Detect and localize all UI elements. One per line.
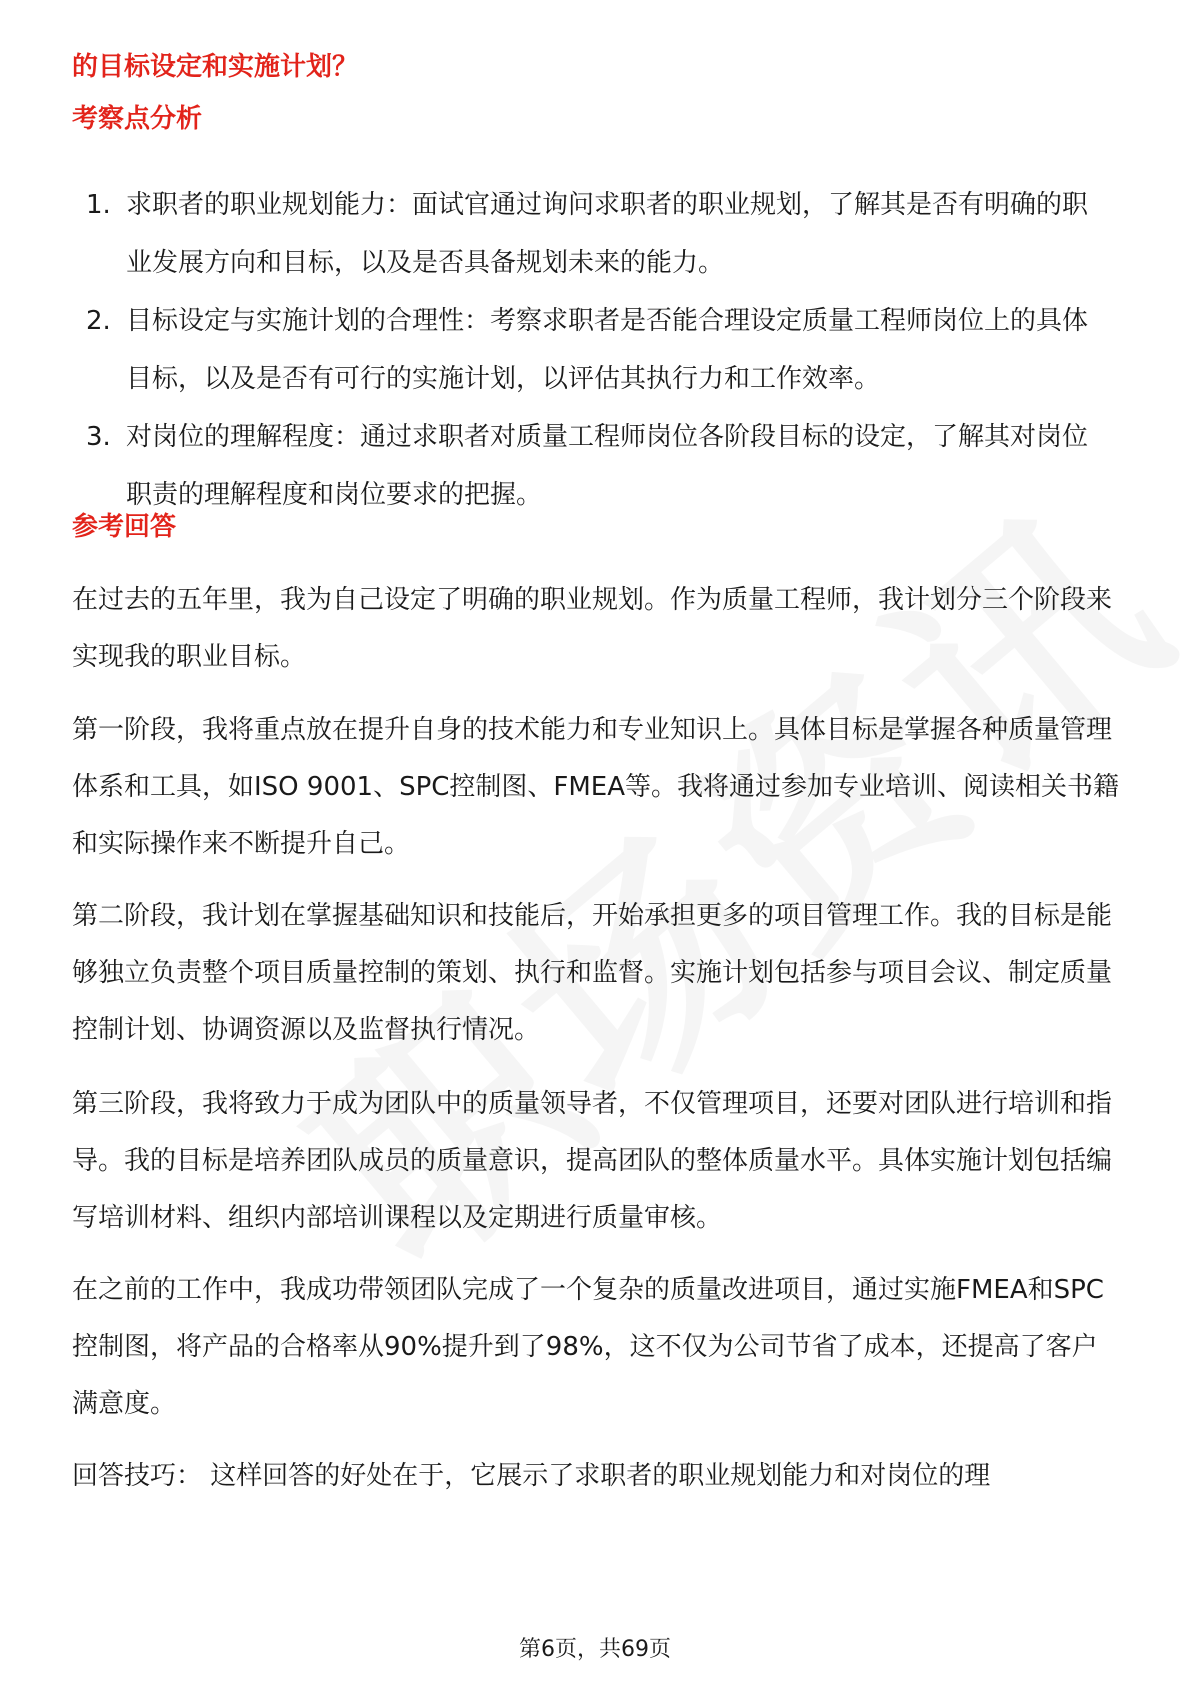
answer-tips-paragraph: 回答技巧： 这样回答的好处在于，它展示了求职者的职业规划能力和对岗位的理 <box>72 1461 991 1491</box>
answer-paragraph: 第二阶段，我计划在掌握基础知识和技能后，开始承担更多的项目管理工作。我的目标是能够独立负责整个项目质量控制的策划、执行和监督。实施计划包括参与项目会议、制定质量控制计划、协调资源以及监督执行情况。 <box>72 901 1113 1045</box>
page-number: 第6页，共69页 <box>519 1637 671 1662</box>
answer-paragraph: 在之前的工作中，我成功带领团队完成了一个复杂的质量改进项目，通过实施FMEA和SPC控制图，将产品的合格率从90%提升到了98%，这不仅为公司节省了成本，还提高了客户满意度。 <box>72 1275 1104 1419</box>
list-item-number: 1. <box>86 190 111 220</box>
answer-paragraph: 在过去的五年里，我为自己设定了明确的职业规划。作为质量工程师，我计划分三个阶段来实现我的职业目标。 <box>72 585 1113 672</box>
list-item-number: 3. <box>86 422 111 452</box>
answer-paragraph: 第三阶段，我将致力于成为团队中的质量领导者，不仅管理项目，还要对团队进行培训和指导。我的目标是培养团队成员的质量意识，提高团队的整体质量水平。具体实施计划包括编写培训材料、组织内部培训课程以及定期进行质量审核。 <box>72 1089 1113 1233</box>
answer-paragraph: 第一阶段，我将重点放在提升自身的技术能力和专业知识上。具体目标是掌握各种质量管理体系和工具，如ISO 9001、SPC控制图、FMEA等。我将通过参加专业培训、阅读相关书籍和实际操作来不断提升自己。 <box>72 715 1120 859</box>
list-item <box>72 292 1112 408</box>
list-item-text: 目标设定与实施计划的合理性：考察求职者是否能合理设定质量工程师岗位上的具体目标，以及是否有可行的实施计划，以评估其执行力和工作效率。 <box>126 306 1089 394</box>
list-item <box>72 408 1112 524</box>
list-item-number: 2. <box>86 306 111 336</box>
question-heading-continued: 的目标设定和实施计划？ <box>72 52 359 82</box>
list-item-text: 求职者的职业规划能力：面试官通过询问求职者的职业规划，了解其是否有明确的职业发展方向和目标，以及是否具备规划未来的能力。 <box>126 190 1089 278</box>
list-item-text: 对岗位的理解程度：通过求职者对质量工程师岗位各阶段目标的设定，了解其对岗位职责的理解程度和岗位要求的把握。 <box>126 422 1089 510</box>
analysis-heading: 考察点分析 <box>72 104 203 134</box>
analysis-list <box>72 176 1112 524</box>
answer-heading: 参考回答 <box>72 512 177 542</box>
list-item <box>72 176 1112 292</box>
